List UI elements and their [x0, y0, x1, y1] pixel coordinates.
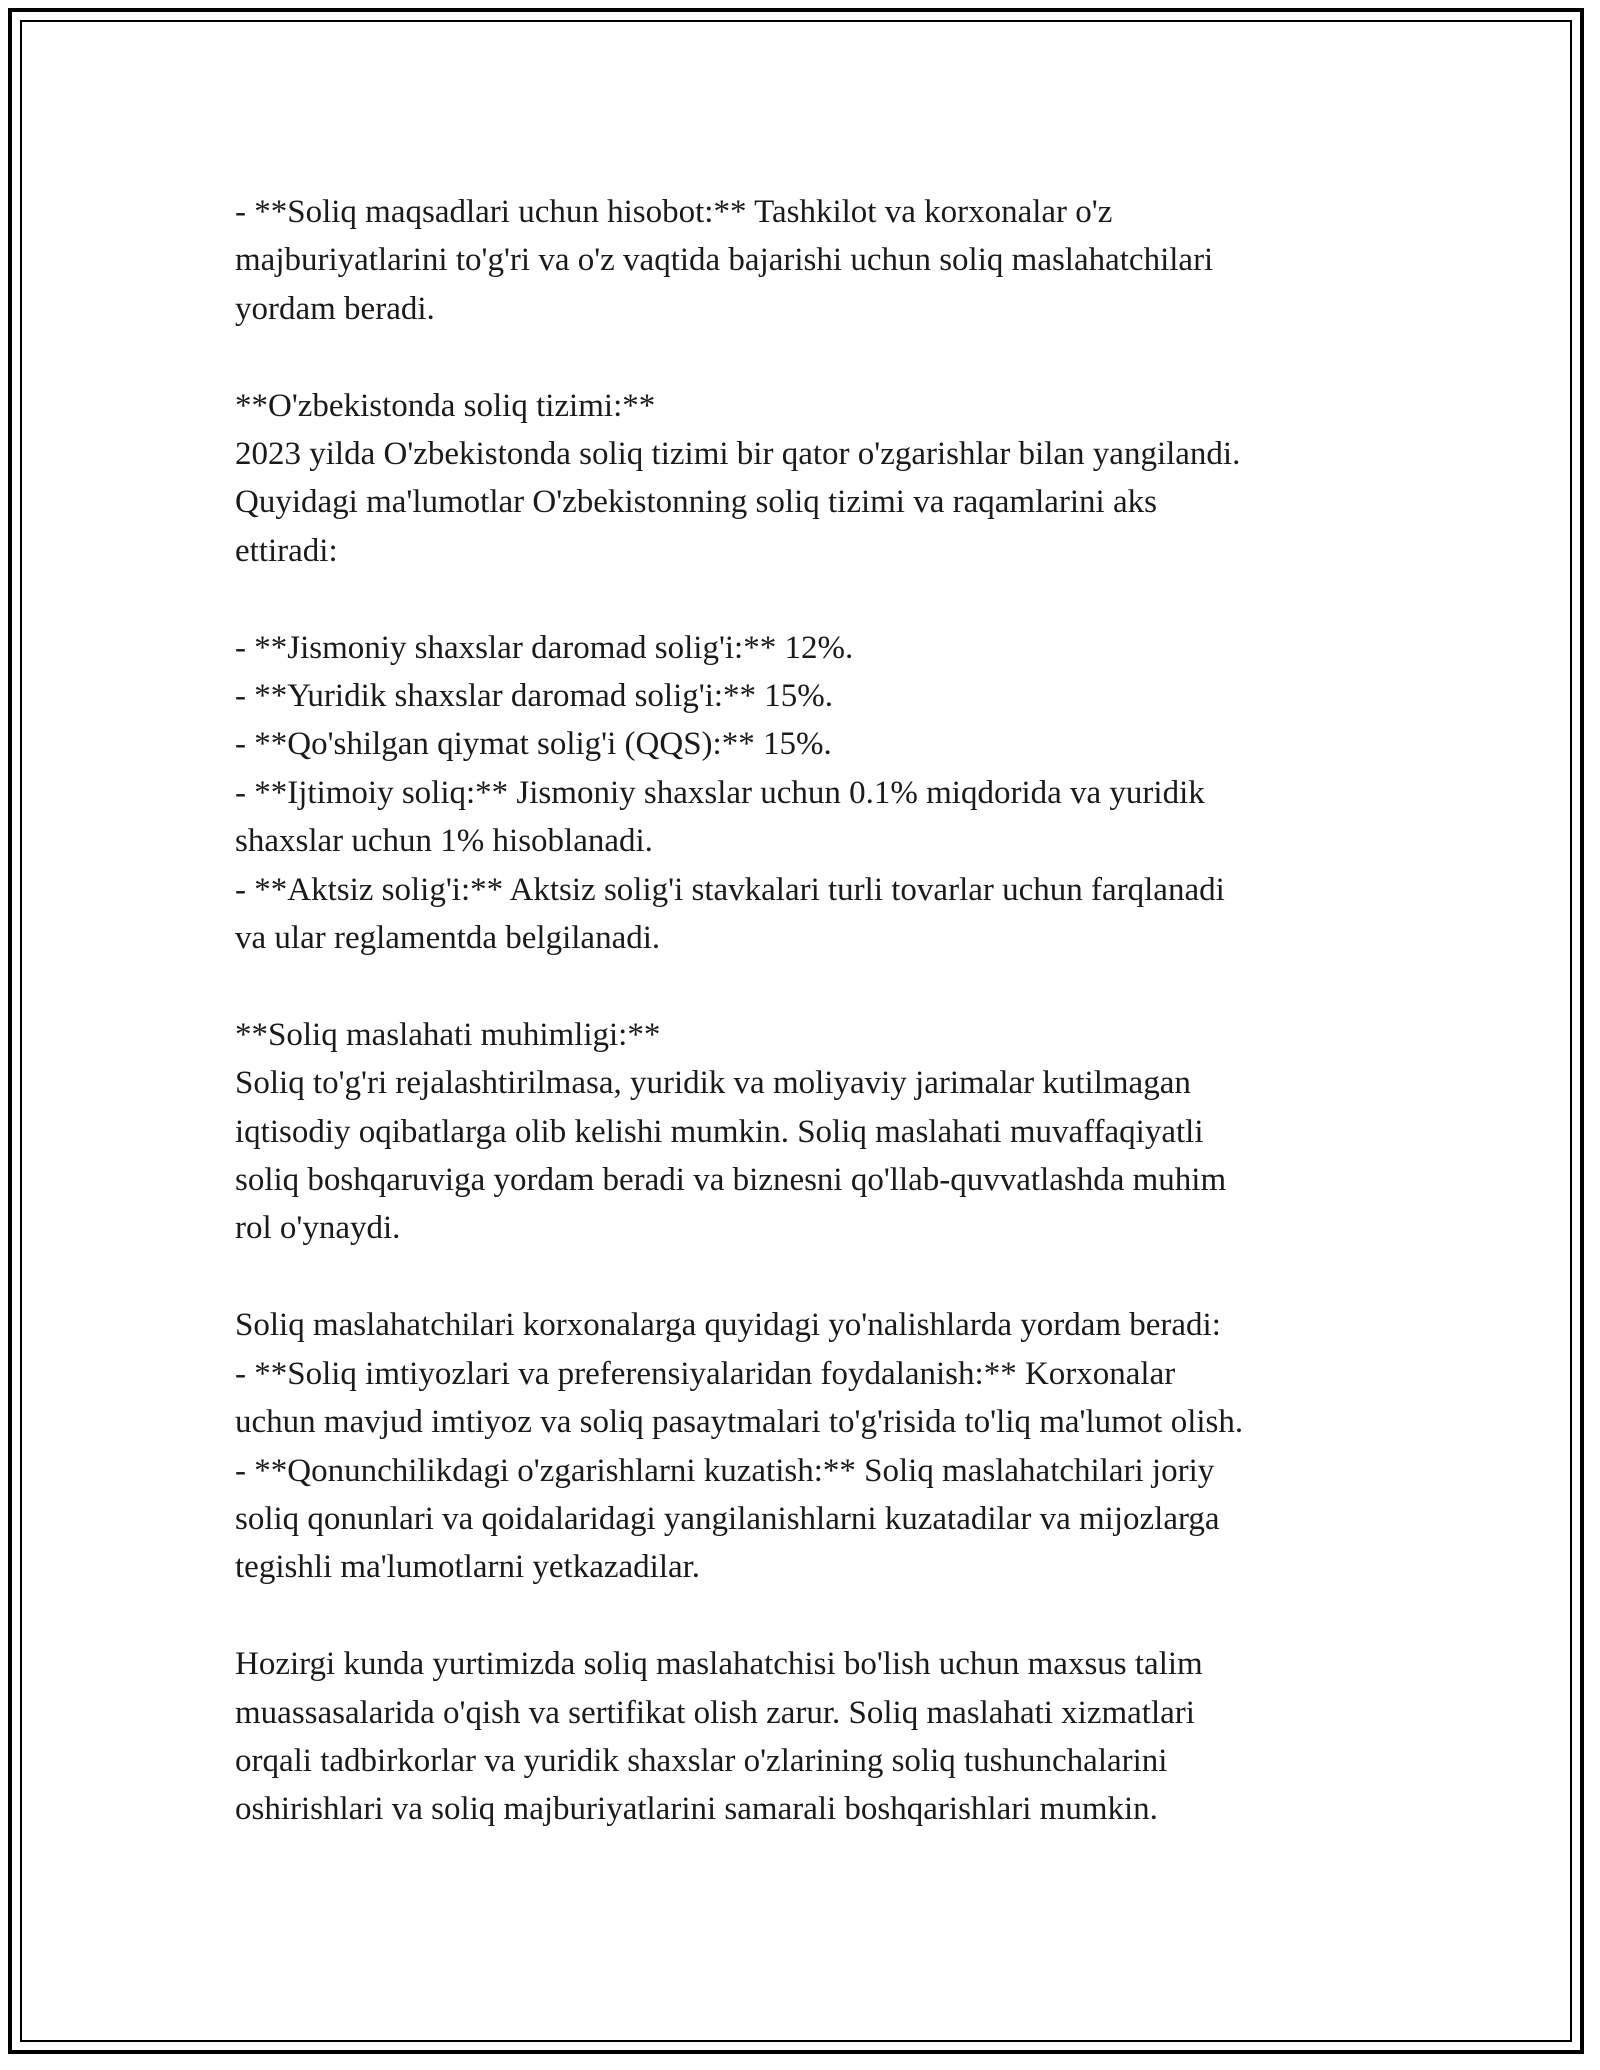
- text-line: - **Soliq imtiyozlari va preferensiyalaridan foydalanish:** Korxonalar: [235, 1355, 1176, 1392]
- blank-line: [235, 962, 1385, 1010]
- blank-line: [235, 1253, 1385, 1301]
- blank-line: [235, 1592, 1385, 1640]
- text-line: - **Yuridik shaxslar daromad solig'i:** 15%.: [235, 678, 834, 715]
- text-line: yordam beradi.: [235, 290, 435, 327]
- text-line: Quyidagi ma'lumotlar O'zbekistonning soliq tizimi va raqamlarini aks: [235, 484, 1157, 521]
- blank-line: [235, 333, 1385, 381]
- text-line: ettiradi:: [235, 532, 338, 569]
- text-line: - **Qo'shilgan qiymat solig'i (QQS):** 15%.: [235, 726, 832, 763]
- text-line: 2023 yilda O'zbekistonda soliq tizimi bir qator o'zgarishlar bilan yangilandi.: [235, 436, 1241, 473]
- text-line: - **Jismoniy shaxslar daromad solig'i:** 12%.: [235, 629, 854, 666]
- text-line: Soliq maslahatchilari korxonalarga quyidagi yo'nalishlarda yordam beradi:: [235, 1307, 1221, 1344]
- text-line: uchun mavjud imtiyoz va soliq pasaytmalari to'g'risida to'liq ma'lumot olish.: [235, 1404, 1244, 1441]
- text-line: soliq qonunlari va qoidalaridagi yangilanishlarni kuzatadilar va mijozlarga: [235, 1500, 1220, 1537]
- text-line: oshirishlari va soliq majburiyatlarini samarali boshqarishlari mumkin.: [235, 1791, 1158, 1828]
- text-line: muassasalarida o'qish va sertifikat olish zarur. Soliq maslahati xizmatlari: [235, 1694, 1195, 1731]
- text-line: - **Aktsiz solig'i:** Aktsiz solig'i stavkalari turli tovarlar uchun farqlanadi: [235, 871, 1225, 908]
- text-line: **Soliq maslahati muhimligi:**: [235, 1016, 661, 1053]
- text-line: - **Soliq maqsadlari uchun hisobot:** Tashkilot va korxonalar o'z: [235, 194, 1113, 230]
- text-line: Soliq to'g'ri rejalashtirilmasa, yuridik va moliyaviy jarimalar kutilmagan: [235, 1065, 1191, 1102]
- text-line: **O'zbekistonda soliq tizimi:**: [235, 387, 656, 424]
- text-line: iqtisodiy oqibatlarga olib kelishi mumkin. Soliq maslahati muvaffaqiyatli: [235, 1113, 1204, 1150]
- text-line: shaxslar uchun 1% hisoblanadi.: [235, 823, 653, 860]
- text-line: tegishli ma'lumotlarni yetkazadilar.: [235, 1549, 701, 1586]
- text-line: va ular reglamentda belgilanadi.: [235, 920, 661, 957]
- text-line: majburiyatlarini to'g'ri va o'z vaqtida bajarishi uchun soliq maslahatchilari: [235, 242, 1214, 279]
- text-line: orqali tadbirkorlar va yuridik shaxslar o'zlarining soliq tushunchalarini: [235, 1742, 1168, 1779]
- text-line: soliq boshqaruviga yordam beradi va biznesni qo'llab-quvvatlashda muhim: [235, 1162, 1227, 1199]
- blank-line: [235, 575, 1385, 623]
- text-line: - **Qonunchilikdagi o'zgarishlarni kuzatish:** Soliq maslahatchilari joriy: [235, 1452, 1215, 1489]
- text-line: - **Ijtimoiy soliq:** Jismoniy shaxslar uchun 0.1% miqdorida va yuridik: [235, 774, 1205, 811]
- text-line: rol o'ynaydi.: [235, 1210, 401, 1247]
- document-body: [235, 188, 1385, 1834]
- text-line: Hozirgi kunda yurtimizda soliq maslahatchisi bo'lish uchun maxsus talim: [235, 1646, 1203, 1683]
